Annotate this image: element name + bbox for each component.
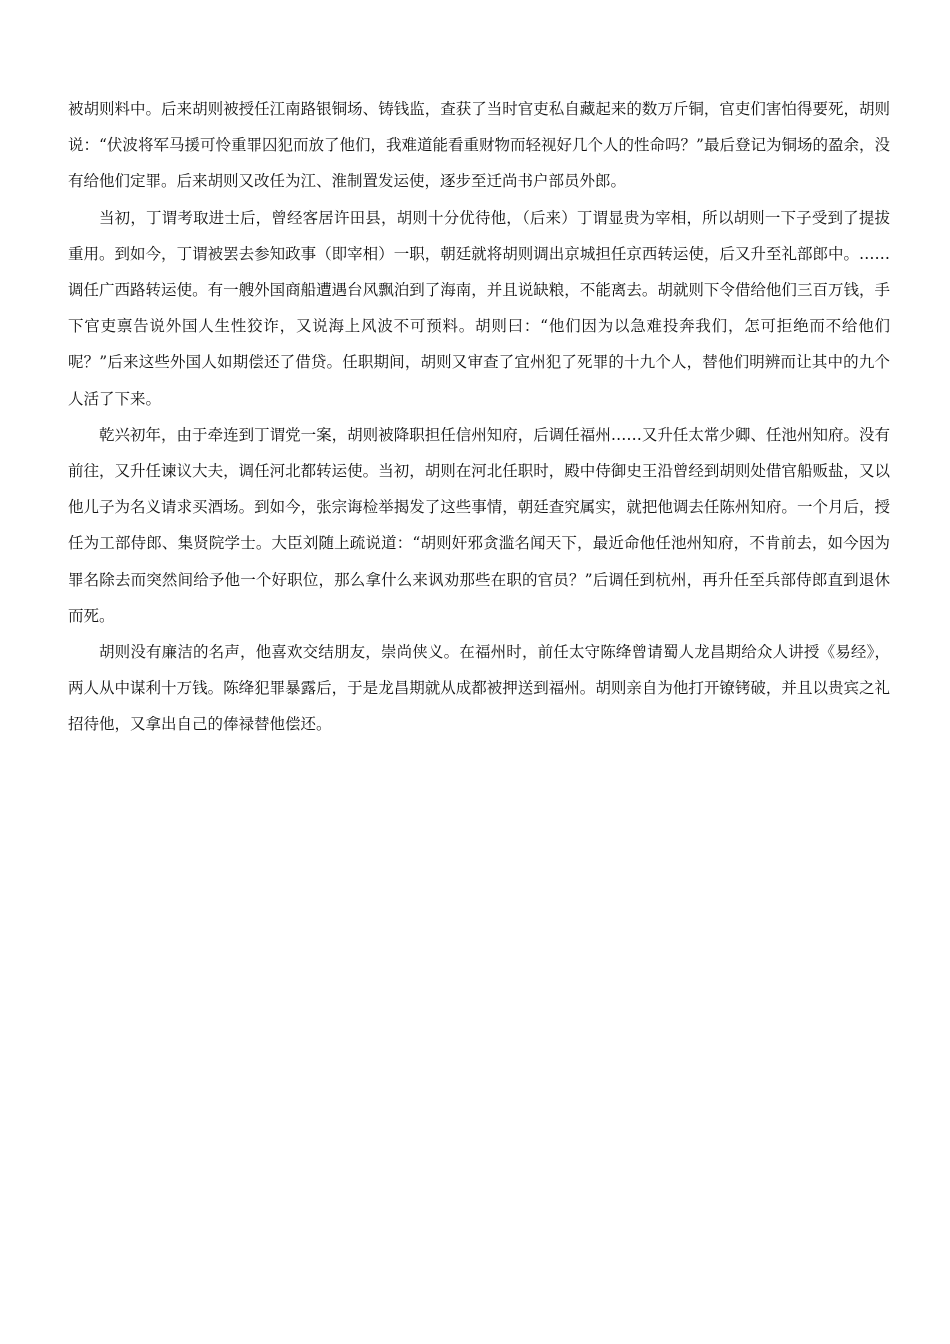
paragraph-4: 胡则没有廉洁的名声，他喜欢交结朋友，崇尚侠义。在福州时，前任太守陈绛曾请蜀人龙昌期给众人讲授《易经》，两人从中谋利十万钱。陈绛犯罪暴露后，于是龙昌期就从成都被押送到福州。胡则亲自为他打开镣铐破，并且以贵宾之礼招待他，又拿出自己的俸禄替他偿还。: [68, 643, 890, 734]
document-body: [68, 91, 890, 743]
paragraph-1: 被胡则料中。后来胡则被授任江南路银铜场、铸钱监，查获了当时官吏私自藏起来的数万斤铜，官吏们害怕得要死，胡则说：“伏波将军马援可怜重罪囚犯而放了他们，我难道能看重财物而轻视好几个人的性命吗？”最后登记为铜场的盈余，没有给他们定罪。后来胡则又改任为江、淮制置发运使，逐步至迁尚书户部员外郎。: [68, 100, 890, 191]
paragraph-3: 乾兴初年，由于牵连到丁谓党一案，胡则被降职担任信州知府，后调任福州……又升任太常少卿、任池州知府。没有前往，又升任谏议大夫，调任河北都转运使。当初，胡则在河北任职时，殿中侍御史王沿曾经到胡则处借官船贩盐，又以他儿子为名义请求买酒场。到如今，张宗诲检举揭发了这些事情，朝廷查究属实，就把他调去任陈州知府。一个月后，授任为工部侍郎、集贤院学士。大臣刘随上疏说道：“胡则奸邪贪滥名闻天下，最近命他任池州知府，不肯前去，如今因为罪名除去而突然间给予他一个好职位，那么拿什么来讽劝那些在职的官员？”后调任到杭州，再升任至兵部侍郎直到退休而死。: [68, 425, 890, 625]
paragraph-2: 当初，丁谓考取进士后，曾经客居许田县，胡则十分优待他，（后来）丁谓显贵为宰相，所以胡则一下子受到了提拔重用。到如今，丁谓被罢去参知政事（即宰相）一职，朝廷就将胡则调出京城担任京西转运使，后又升至礼部郎中。……调任广西路转运使。有一艘外国商船遭遇台风飘泊到了海南，并且说缺粮，不能离去。胡就则下令借给他们三百万钱，手下官吏禀告说外国人生性狡诈，又说海上风波不可预料。胡则曰：“他们因为以急难投奔我们，怎可拒绝而不给他们呢？”后来这些外国人如期偿还了借贷。任职期间，胡则又审查了宜州犯了死罪的十九个人，替他们明辨而让其中的九个人活了下来。: [68, 208, 890, 408]
